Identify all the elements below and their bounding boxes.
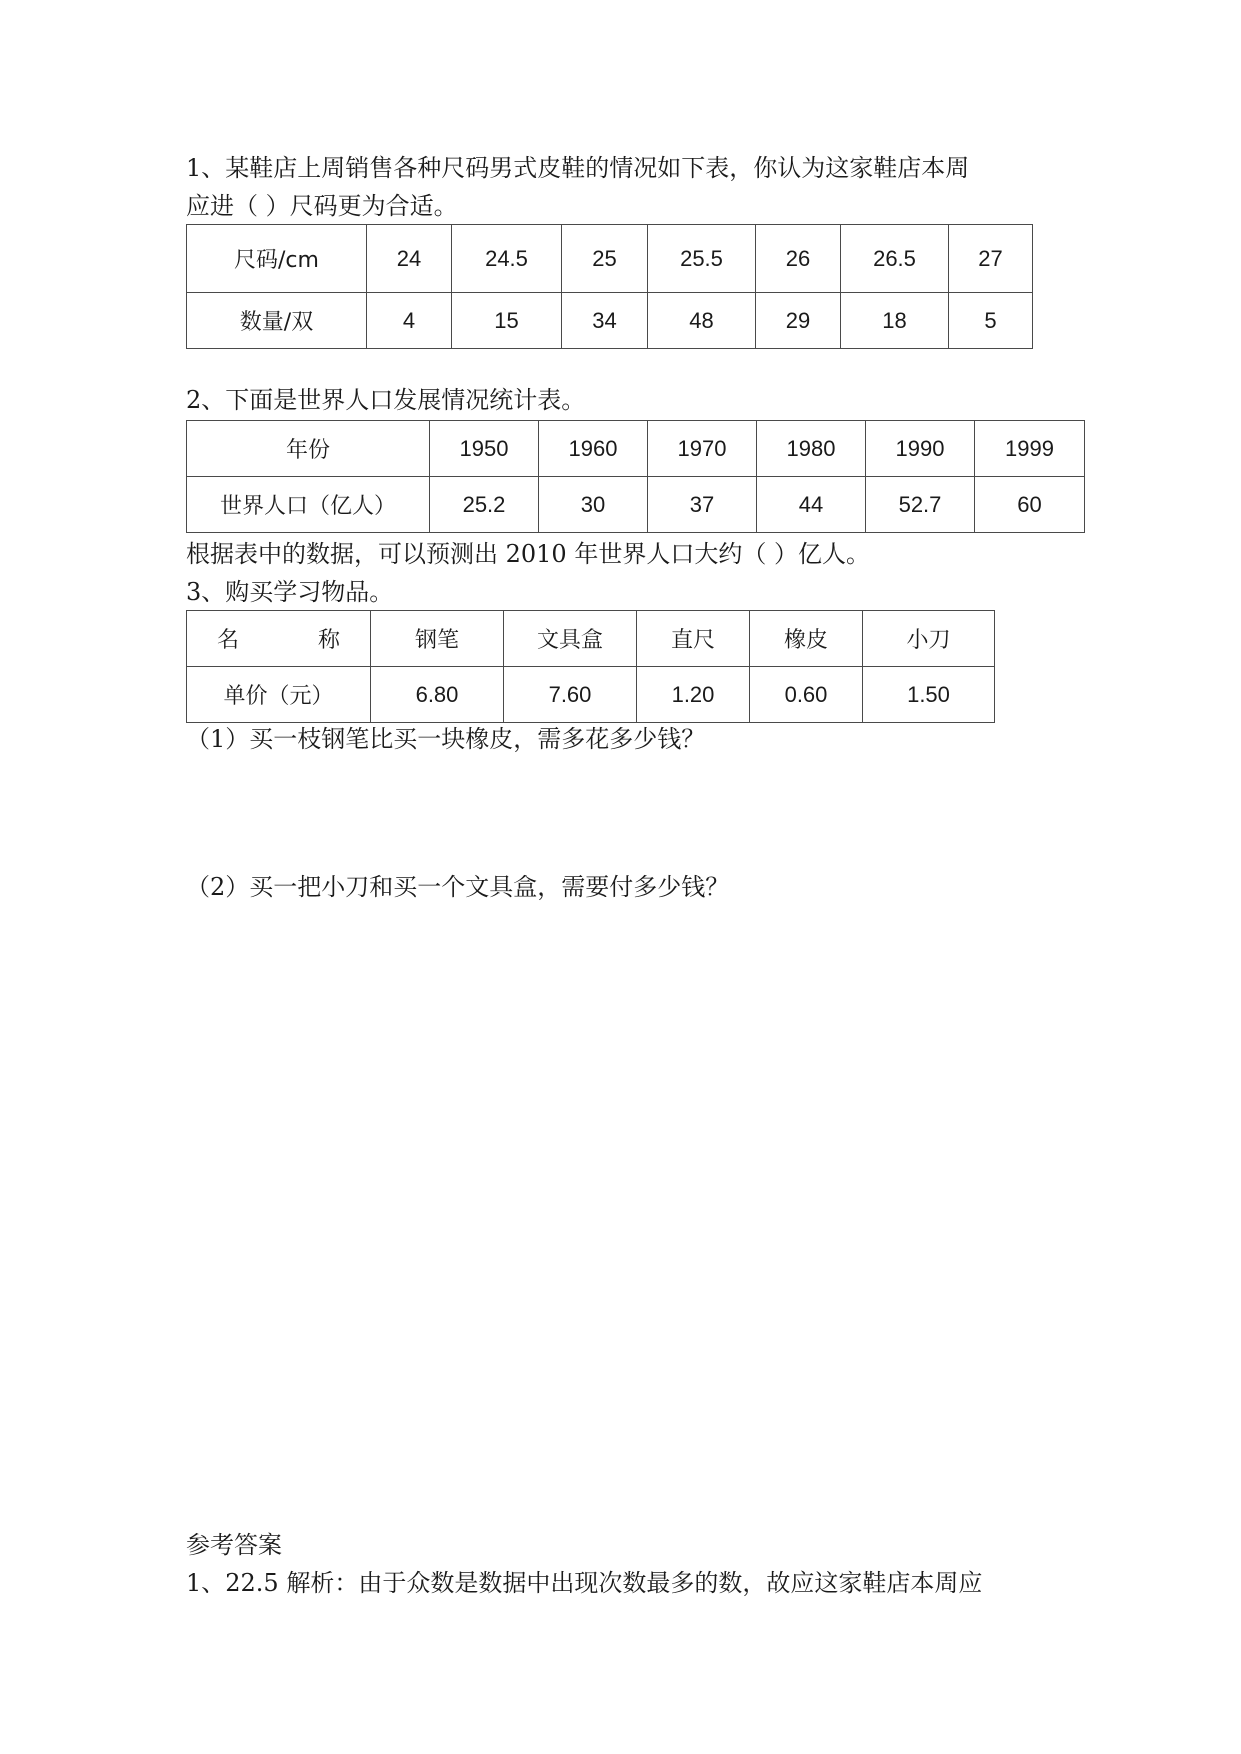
stationery-name-row xyxy=(187,611,995,667)
shoe-quantity-cell: 18 xyxy=(841,293,949,349)
population-value-cell: 44 xyxy=(757,477,866,533)
answers-heading: 参考答案 xyxy=(186,1531,282,1559)
population-year-cell: 1960 xyxy=(539,421,648,477)
population-value-cell: 52.7 xyxy=(866,477,975,533)
population-year-cell: 1970 xyxy=(648,421,757,477)
shoe-size-cell: 27 xyxy=(949,225,1033,293)
population-year-cell: 1990 xyxy=(866,421,975,477)
stationery-price-row xyxy=(187,667,995,723)
shoe-quantity-row xyxy=(187,293,1033,349)
stationery-name-label: 名称 xyxy=(187,611,371,667)
population-value-cell: 37 xyxy=(648,477,757,533)
population-value-row xyxy=(187,477,1085,533)
q1-text-line1: 1、某鞋店上周销售各种尺码男式皮鞋的情况如下表，你认为这家鞋店本周 xyxy=(186,154,970,182)
stationery-price-cell: 0.60 xyxy=(750,667,863,723)
q3-sub-question-1: （1）买一枝钢笔比买一块橡皮，需多花多少钱？ xyxy=(186,725,706,753)
population-value-cell: 30 xyxy=(539,477,648,533)
shoe-size-cell: 24.5 xyxy=(452,225,562,293)
stationery-price-label: 单价（元） xyxy=(187,667,371,723)
shoe-quantity-label: 数量/双 xyxy=(187,293,367,349)
population-year-row xyxy=(187,421,1085,477)
stationery-name-cell: 小刀 xyxy=(863,611,995,667)
shoe-quantity-cell: 5 xyxy=(949,293,1033,349)
population-year-cell: 1999 xyxy=(975,421,1085,477)
stationery-price-cell: 1.20 xyxy=(637,667,750,723)
shoe-size-cell: 24 xyxy=(367,225,452,293)
shoe-quantity-cell: 15 xyxy=(452,293,562,349)
q3-title: 3、购买学习物品。 xyxy=(186,578,394,606)
stationery-price-cell: 7.60 xyxy=(504,667,637,723)
population-value-cell: 60 xyxy=(975,477,1085,533)
shoe-size-cell: 26.5 xyxy=(841,225,949,293)
population-value-label: 世界人口（亿人） xyxy=(187,477,430,533)
shoe-quantity-cell: 34 xyxy=(562,293,648,349)
stationery-price-cell: 1.50 xyxy=(863,667,995,723)
shoe-size-table xyxy=(186,224,1033,349)
q1-text-line2: 应进（ ）尺码更为合适。 xyxy=(186,192,458,220)
q2-title: 2、下面是世界人口发展情况统计表。 xyxy=(186,386,586,414)
shoe-quantity-cell: 4 xyxy=(367,293,452,349)
world-population-table xyxy=(186,420,1085,533)
population-value-cell: 25.2 xyxy=(430,477,539,533)
shoe-size-label: 尺码/cm xyxy=(187,225,367,293)
answers-line-1: 1、22.5 解析：由于众数是数据中出现次数最多的数，故应这家鞋店本周应 xyxy=(186,1569,983,1597)
shoe-size-cell: 25 xyxy=(562,225,648,293)
population-year-cell: 1950 xyxy=(430,421,539,477)
stationery-name-cell: 橡皮 xyxy=(750,611,863,667)
stationery-name-cell: 钢笔 xyxy=(371,611,504,667)
shoe-size-cell: 26 xyxy=(756,225,841,293)
shoe-size-cell: 25.5 xyxy=(648,225,756,293)
q3-sub-question-2: （2）买一把小刀和买一个文具盒，需要付多少钱？ xyxy=(186,873,730,901)
population-year-cell: 1980 xyxy=(757,421,866,477)
stationery-price-table xyxy=(186,610,995,723)
population-year-label: 年份 xyxy=(187,421,430,477)
q2-question: 根据表中的数据，可以预测出 2010 年世界人口大约（ ）亿人。 xyxy=(186,540,870,568)
shoe-size-row xyxy=(187,225,1033,293)
stationery-price-cell: 6.80 xyxy=(371,667,504,723)
stationery-name-cell: 直尺 xyxy=(637,611,750,667)
shoe-quantity-cell: 48 xyxy=(648,293,756,349)
stationery-name-cell: 文具盒 xyxy=(504,611,637,667)
shoe-quantity-cell: 29 xyxy=(756,293,841,349)
